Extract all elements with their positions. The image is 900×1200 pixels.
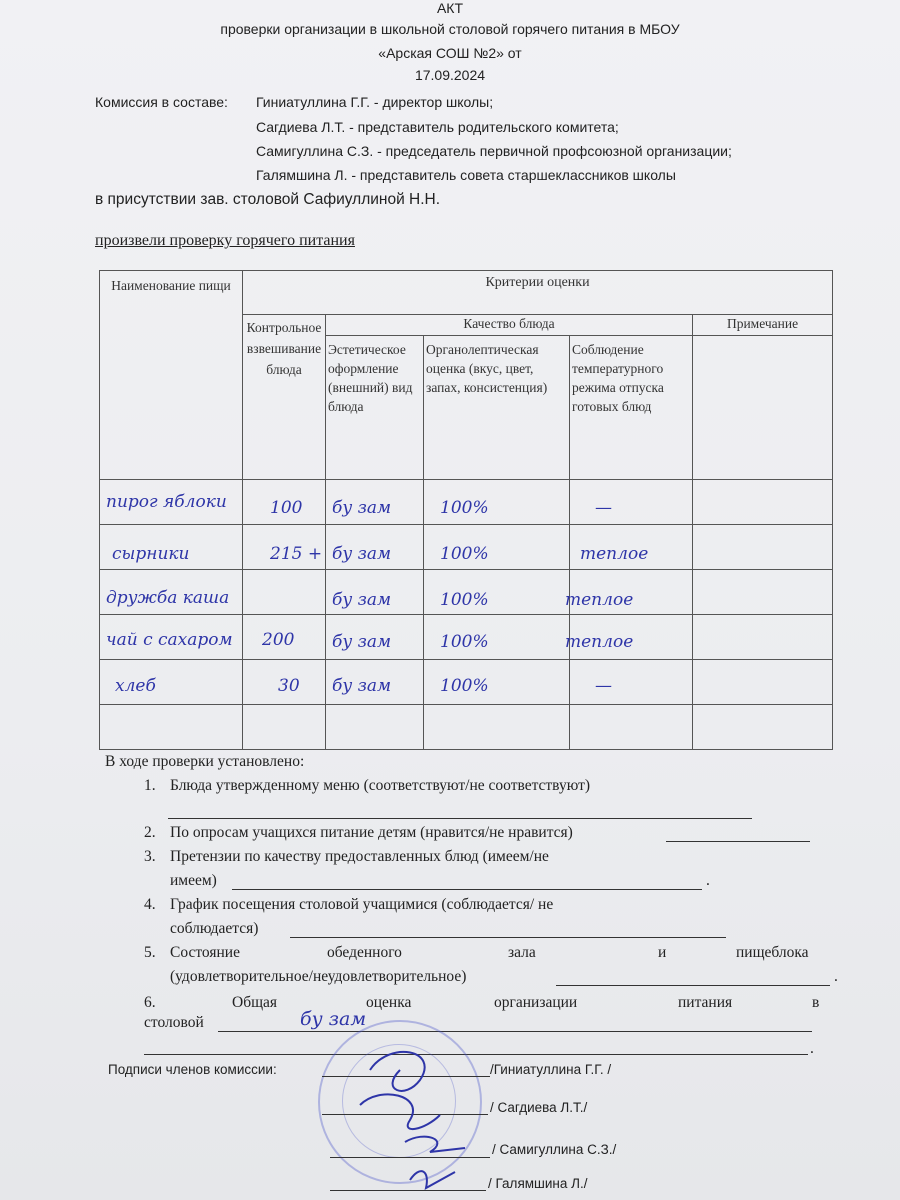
finding-word: Состояние: [170, 944, 240, 961]
cell-weight: [243, 570, 326, 615]
finding-word: и: [658, 944, 667, 961]
handwritten-organoleptic: 100%: [440, 498, 489, 518]
item-number: 3.: [144, 848, 156, 865]
finding-item-schedule: График посещения столовой учащимися (соблюдается/ не: [170, 896, 554, 913]
finding-word: Общая: [232, 994, 278, 1011]
finding-word: питания: [678, 994, 733, 1011]
finding-item-overall: столовой: [144, 1014, 204, 1031]
handwritten-temperature: теплое: [565, 590, 634, 610]
finding-item-survey: По опросам учащихся питание детям (нравится/не нравится): [170, 824, 573, 841]
document-title: АКТ: [436, 0, 464, 16]
header-note-empty: [693, 336, 833, 480]
handwritten-aesthetic: бу зам: [332, 676, 392, 696]
handwritten-temperature: —: [595, 498, 612, 518]
header-note: Примечание: [693, 315, 833, 336]
finding-item-menu: Блюда утвержденному меню (соответствуют/не соответствуют): [170, 777, 591, 794]
commission-member: Самигуллина С.З. - председатель первичной профсоюзной организации;: [256, 143, 732, 159]
act-date: 17.09.2024: [414, 67, 486, 83]
signature-name: / Галямшина Л./: [488, 1176, 588, 1191]
handwritten-dish-name: чай с сахаром: [106, 630, 233, 650]
handwritten-weight: 100: [270, 498, 303, 518]
header-quality: Качество блюда: [326, 315, 693, 336]
finding-item-schedule-cont: соблюдается): [170, 920, 259, 937]
handwritten-dish-name: пирог яблоки: [106, 492, 227, 512]
item-number: 6.: [144, 994, 156, 1011]
header-aesthetic: Эстетическое оформление (внешний) вид блюда: [326, 336, 424, 480]
fill-line: [666, 841, 810, 842]
commission-member: Галямшина Л. - представитель совета старшеклассников школы: [256, 167, 676, 183]
item-number: 5.: [144, 944, 156, 961]
fill-line: [232, 889, 702, 890]
table-row: [100, 705, 833, 750]
handwritten-aesthetic: бу зам: [332, 544, 392, 564]
cell-note: [693, 615, 833, 660]
cell-note: [693, 570, 833, 615]
document-subtitle: проверки организации в школьной столовой горячего питания в МБОУ: [220, 21, 680, 37]
finding-word: обеденного: [327, 944, 402, 961]
cell-note: [693, 660, 833, 705]
finding-item-claims: Претензии по качеству предоставленных блюд (имеем/не: [170, 848, 549, 865]
period-mark: .: [834, 968, 838, 985]
handwritten-temperature: теплое: [565, 632, 634, 652]
handwritten-temperature: —: [595, 676, 612, 696]
handwritten-aesthetic: бу зам: [332, 632, 392, 652]
header-temperature: Соблюдение температурного режима отпуска готовых блюд: [570, 336, 693, 480]
fill-line: [290, 937, 726, 938]
presence-line: в присутствии зав. столовой Сафиуллиной Н.Н.: [95, 191, 441, 208]
finding-item-claims-cont: имеем): [170, 872, 217, 889]
cell-note: [693, 525, 833, 570]
finding-word: пищеблока: [736, 944, 809, 961]
header-control-weight: Контрольное взвешивание блюда: [243, 315, 326, 480]
finding-word: организации: [494, 994, 578, 1011]
item-number: 2.: [144, 824, 156, 841]
handwritten-organoleptic: 100%: [440, 676, 489, 696]
cell-weight: [243, 705, 326, 750]
finding-word: в: [812, 994, 820, 1011]
signature-name: / Сагдиева Л.Т./: [490, 1100, 588, 1115]
handwritten-weight: 200: [262, 630, 295, 650]
handwritten-dish-name: сырники: [112, 544, 190, 564]
item-number: 1.: [144, 777, 156, 794]
handwritten-weight: 30: [278, 676, 300, 696]
handwritten-temperature: теплое: [580, 544, 649, 564]
finding-item-hall: (удовлетворительное/неудовлетворительное): [170, 968, 467, 985]
period-mark: .: [810, 1040, 814, 1057]
school-name: «Арская СОШ №2» от: [378, 45, 522, 61]
signatures-label: Подписи членов комиссии:: [108, 1062, 277, 1077]
cell-temperature: [570, 705, 693, 750]
cell-organoleptic: [424, 705, 570, 750]
handwritten-organoleptic: 100%: [440, 544, 489, 564]
cell-temperature: [570, 480, 693, 525]
signature-scribbles: [330, 1030, 500, 1200]
cell-aesthetic: [326, 705, 424, 750]
header-criteria: Критерии оценки: [243, 271, 833, 315]
fill-line: [218, 1031, 812, 1032]
period-mark: .: [706, 872, 710, 889]
handwritten-aesthetic: бу зам: [332, 590, 392, 610]
commission-label: Комиссия в составе:: [95, 94, 228, 110]
handwritten-dish-name: дружба каша: [106, 588, 230, 608]
finding-word: зала: [508, 944, 536, 961]
handwritten-organoleptic: 100%: [440, 590, 489, 610]
cell-note: [693, 480, 833, 525]
findings-intro: В ходе проверки установлено:: [105, 753, 305, 770]
handwritten-dish-name: хлеб: [115, 676, 156, 696]
header-organoleptic: Органолептическая оценка (вкус, цвет, запах, консистенция): [424, 336, 570, 480]
check-heading: произвели проверку горячего питания: [95, 232, 355, 249]
cell-temperature: [570, 660, 693, 705]
commission-member: Сагдиева Л.Т. - представитель родительского комитета;: [256, 119, 619, 135]
commission-member: Гиниатуллина Г.Г. - директор школы;: [256, 94, 494, 110]
signature-name: / Самигуллина С.З./: [492, 1142, 617, 1157]
fill-line: [168, 818, 752, 819]
fill-line: [556, 985, 830, 986]
handwritten-weight: 215 +: [270, 544, 323, 564]
header-dish-name: Наименование пищи: [100, 271, 243, 480]
handwritten-aesthetic: бу зам: [332, 498, 392, 518]
cell-note: [693, 705, 833, 750]
handwritten-overall: бу зам: [300, 1008, 367, 1030]
item-number: 4.: [144, 896, 156, 913]
signature-name: /Гиниатуллина Г.Г. /: [490, 1062, 612, 1077]
cell-name: [100, 705, 243, 750]
handwritten-organoleptic: 100%: [440, 632, 489, 652]
finding-word: оценка: [366, 994, 412, 1011]
